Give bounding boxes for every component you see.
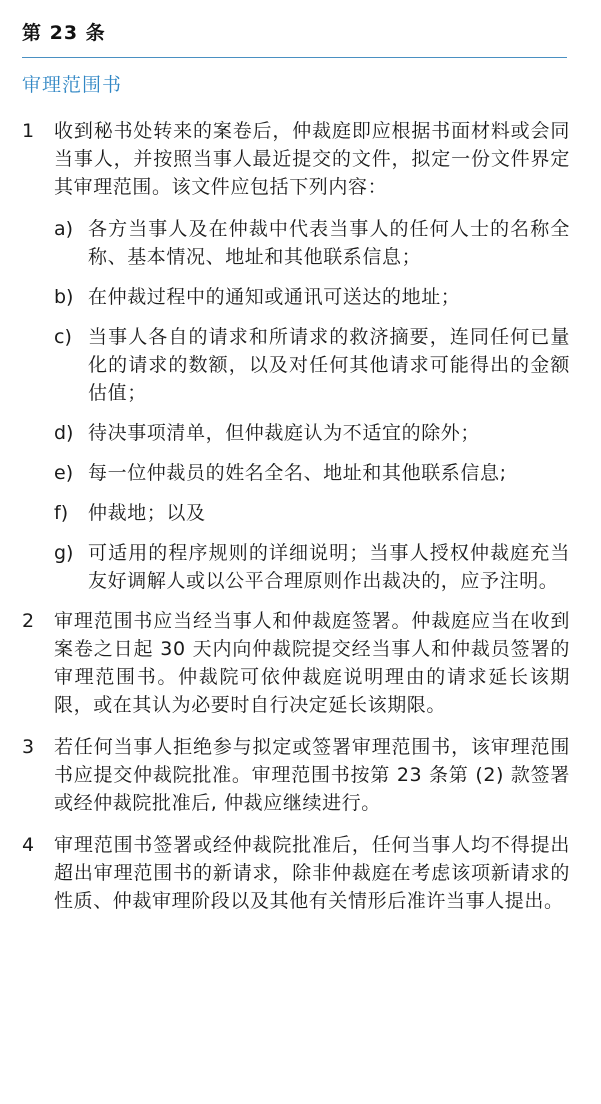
- item-label: e): [54, 462, 74, 484]
- paragraph-number: 1: [22, 120, 35, 142]
- list-item-e: [54, 459, 570, 487]
- title-divider: [22, 57, 567, 58]
- item-label: d): [54, 422, 74, 444]
- article-body: [22, 117, 570, 929]
- item-label: f): [54, 502, 69, 524]
- list-item-g: [54, 539, 570, 595]
- item-text: 仲裁地；以及: [88, 502, 206, 524]
- article-title: 第 23 条: [22, 22, 106, 44]
- paragraph-1: [22, 117, 570, 201]
- paragraph-text: [54, 117, 570, 201]
- list-item-b: [54, 283, 570, 311]
- paragraph-text: 若任何当事人拒绝参与拟定或签署审理范围书，该审理范围书应提交仲裁院批准。审理范围书按第 23 条第 (2) 款签署或经仲裁院批准后, 仲裁应继续进行。: [54, 736, 570, 814]
- section-heading: 审理范围书: [22, 74, 123, 96]
- item-text: 每一位仲裁员的姓名全名、地址和其他联系信息;: [88, 462, 507, 484]
- paragraph-text: 审理范围书签署或经仲裁院批准后，任何当事人均不得提出超出审理范围书的新请求，除非仲裁庭在考虑该项新请求的性质、仲裁审理阶段以及其他有关情形后准许当事人提出。: [54, 834, 570, 912]
- list-item-a: [54, 215, 570, 271]
- paragraph-3: [22, 733, 570, 817]
- item-label: g): [54, 542, 74, 564]
- list-item-d: [54, 419, 570, 447]
- item-text: 当事人各自的请求和所请求的救济摘要，连同任何已量化的请求的数额，以及对任何其他请求可能得出的金额估值；: [88, 326, 570, 404]
- paragraph-1-item-list: [54, 215, 570, 595]
- paragraph-text: 审理范围书应当经当事人和仲裁庭签署。仲裁庭应当在收到案卷之日起 30 天内向仲裁院提交经当事人和仲裁员签署的审理范围书。仲裁院可依仲裁庭说明理由的请求延长该期限，或在其认为必要时自行决定延长该期限。: [54, 610, 570, 716]
- item-text: 可适用的程序规则的详细说明；当事人授权仲裁庭充当友好调解人或以公平合理原则作出裁决的，应予注明。: [88, 542, 570, 592]
- paragraph-4: [22, 831, 570, 915]
- item-text: 各方当事人及在仲裁中代表当事人的任何人士的名称全称、基本情况、地址和其他联系信息；: [88, 218, 570, 268]
- list-item-c: [54, 323, 570, 407]
- paragraph-2: [22, 607, 570, 719]
- item-text: 待决事项清单，但仲裁庭认为不适宜的除外；: [88, 422, 481, 444]
- item-text: 在仲裁过程中的通知或通讯可送达的地址；: [88, 286, 461, 308]
- item-label: a): [54, 218, 74, 240]
- paragraph-1-intro: 收到秘书处转来的案卷后，仲裁庭即应根据书面材料或会同当事人，并按照当事人最近提交的文件，拟定一份文件界定其审理范围。该文件应包括下列内容：: [54, 120, 570, 198]
- item-label: c): [54, 326, 72, 348]
- paragraph-number: 2: [22, 610, 35, 632]
- paragraph-number: 3: [22, 736, 35, 758]
- paragraph-number: 4: [22, 834, 35, 856]
- item-label: b): [54, 286, 74, 308]
- list-item-f: [54, 499, 570, 527]
